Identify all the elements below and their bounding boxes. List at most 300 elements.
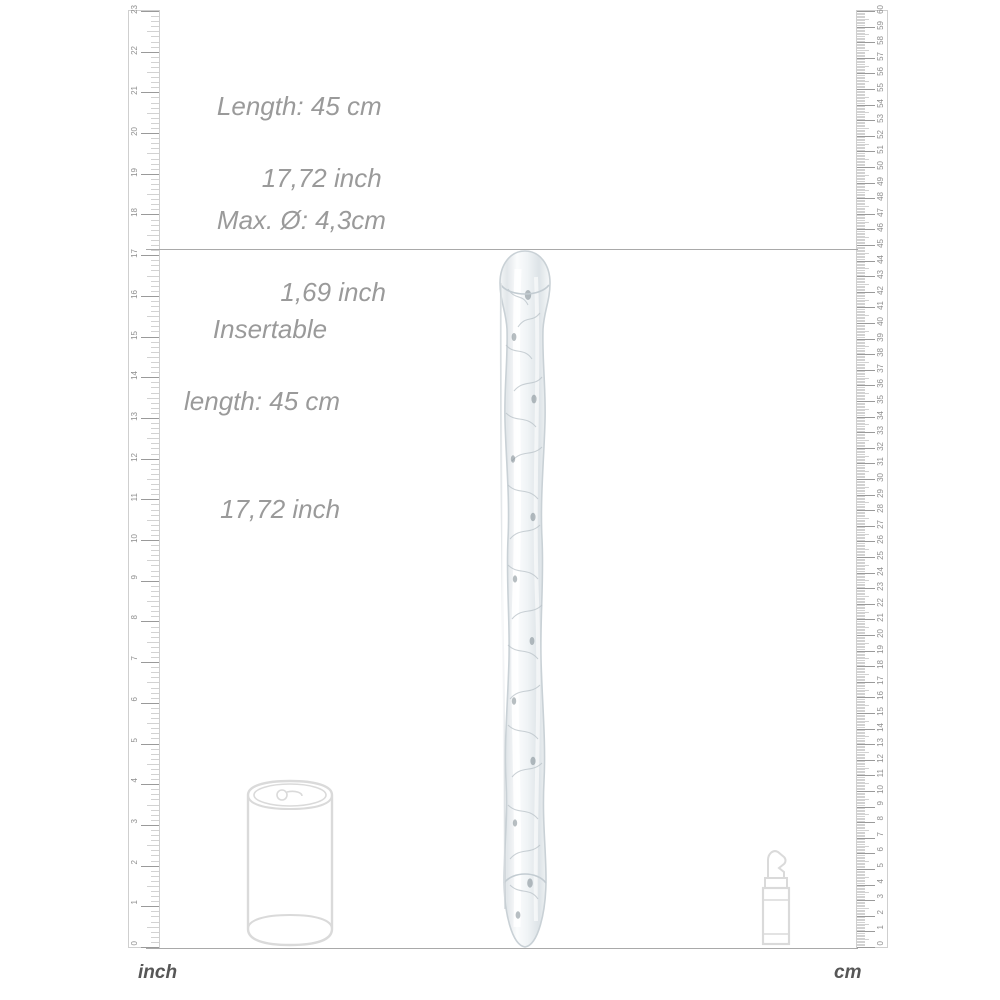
ruler-number: 17 [130,249,139,259]
ruler-tick [857,36,865,37]
ruler-tick [857,295,865,296]
ruler-tick [151,876,159,877]
ruler-tick [141,92,159,93]
ruler-tick [151,754,159,755]
ruler-number: 41 [876,301,885,311]
ruler-tick [857,331,869,332]
ruler-tick [857,513,865,514]
ruler-tick [857,367,865,368]
ruler-tick [857,818,865,819]
ruler-tick [857,565,869,566]
ruler-tick [857,563,865,564]
ruler-tick [857,920,865,921]
ruler-tick [857,474,865,475]
ruler-tick [857,209,865,210]
ruler-tick [857,120,875,121]
ruler-number: 46 [876,223,885,233]
ruler-tick [857,368,865,369]
ruler-number: 19 [876,644,885,654]
ruler-tick [151,87,159,88]
ruler-tick [857,875,865,876]
ruler-tick [857,184,865,185]
ruler-tick [857,593,865,594]
ruler-tick [857,465,865,466]
ruler-tick [857,334,865,335]
ruler-tick [857,471,869,472]
ruler-tick [857,186,865,187]
ruler-tick [857,871,865,872]
ruler-number: 44 [876,254,885,264]
ruler-tick [857,632,865,633]
ruler-tick [151,42,159,43]
ruler-tick [857,747,865,748]
ruler-tick [857,162,865,163]
ruler-tick [147,438,159,439]
ruler-tick [857,247,865,248]
ruler-tick [857,853,875,854]
ruler-tick [141,337,159,338]
ruler-tick [857,694,865,695]
ruler-tick [857,323,875,324]
ruler-tick [857,95,865,96]
ruler-tick [857,506,865,507]
ruler-tick [857,857,865,858]
ruler-tick [151,494,159,495]
ruler-tick [857,746,865,747]
ruler-tick [151,347,159,348]
ruler-tick [857,587,865,588]
ruler-tick [857,576,865,577]
ruler-tick [857,100,865,101]
ruler-number: 4 [130,778,139,783]
ruler-tick [151,550,159,551]
ruler-tick [857,621,865,622]
ruler-tick [857,672,865,673]
ruler-tick [857,128,869,129]
ruler-tick [857,348,865,349]
ruler-tick [857,169,865,170]
ruler-number: 22 [876,597,885,607]
ruler-tick [857,872,865,873]
ruler-tick [147,682,159,683]
ruler-number: 13 [130,411,139,421]
ruler-tick [857,289,865,290]
ruler-tick [151,810,159,811]
ruler-tick [857,883,865,884]
ruler-tick [857,382,865,383]
ruler-tick [151,911,159,912]
ruler-tick [857,254,865,255]
spec-insertable-line3: 17,72 inch [220,494,341,524]
ruler-tick [857,75,865,76]
ruler-tick [857,685,865,686]
ruler-number: 20 [130,127,139,136]
ruler-tick [857,67,865,68]
ruler-tick [857,935,865,936]
ruler-number: 18 [130,208,139,218]
ruler-tick [857,532,865,533]
ruler-tick [857,623,865,624]
ruler-tick [857,298,865,299]
ruler-number: 10 [876,785,885,794]
ruler-number: 7 [130,656,139,661]
ruler-tick [857,192,865,193]
ruler-tick [857,757,865,758]
ruler-tick [857,819,865,820]
ruler-tick [857,53,865,54]
ruler-tick [857,457,865,458]
ruler-tick [151,850,159,851]
ruler-tick [857,507,865,508]
ruler-tick [857,259,865,260]
ruler-tick [151,922,159,923]
ruler-tick [857,743,865,744]
ruler-tick [151,596,159,597]
ruler-tick [857,635,875,636]
ruler-tick [857,449,865,450]
ruler-number: 57 [876,51,885,61]
ruler-tick [857,800,865,801]
ruler-tick [857,877,869,878]
ruler-tick [857,729,875,730]
ruler-tick [857,509,865,510]
ruler-tick [857,619,875,620]
ruler-tick [857,721,869,722]
ruler-tick [857,222,869,223]
ruler-tick [857,421,865,422]
ruler-number: 3 [876,894,885,899]
ruler-tick [857,612,869,613]
ruler-tick [151,896,159,897]
ruler-tick [857,381,865,382]
ruler-tick [857,142,865,143]
ruler-tick [151,474,159,475]
ruler-tick [857,326,865,327]
ruler-tick [857,902,865,903]
ruler-tick [857,520,865,521]
ruler-tick [151,611,159,612]
ruler-tick [857,406,865,407]
ruler-tick [857,917,865,918]
ruler-tick [857,78,865,79]
ruler-cm [856,5,888,948]
ruler-number: 36 [876,379,885,389]
ruler-tick [151,301,159,302]
ruler-tick [147,764,159,765]
ruler-tick [147,113,159,114]
ruler-tick [857,922,865,923]
ruler-tick [857,662,865,663]
ruler-number: 60 [876,5,885,14]
ruler-tick [151,515,159,516]
ruler-tick [147,235,159,236]
ruler-tick [151,26,159,27]
ruler-inch [128,5,160,948]
ruler-tick [857,579,865,580]
spec-insertable-line2: length: 45 cm [184,386,341,416]
ruler-tick [857,496,865,497]
ruler-tick [151,733,159,734]
ruler-number: 5 [876,863,885,868]
ruler-tick [857,69,865,70]
ruler-tick [857,410,865,411]
ruler-tick [151,220,159,221]
ruler-tick [857,945,865,946]
ruler-tick [857,329,865,330]
ruler-tick [857,11,875,12]
ruler-tick [857,944,865,945]
ruler-tick [857,903,865,904]
ruler-tick [857,476,865,477]
ruler-tick [857,356,865,357]
ruler-number: 7 [876,831,885,837]
ruler-tick [857,797,865,798]
ruler-tick [857,671,865,672]
ruler-tick [857,41,865,42]
ruler-tick [857,229,875,230]
ruler-tick [151,250,159,251]
ruler-tick [147,72,159,73]
ruler-tick [857,181,865,182]
ruler-tick [147,520,159,521]
ruler-tick [857,89,875,90]
ruler-tick [151,413,159,414]
ruler-tick [857,816,865,817]
ruler-tick [857,931,875,932]
ruler-number: 37 [876,363,885,373]
ruler-tick [857,346,869,347]
ruler-tick [857,764,865,765]
ruler-tick [857,686,865,687]
ruler-tick [857,666,875,667]
ruler-number: 15 [130,330,139,340]
ruler-tick [141,377,159,378]
ruler-tick [857,136,875,137]
ruler-tick [857,165,865,166]
ruler-tick [857,835,865,836]
ruler-tick [857,566,865,567]
ruler-tick [857,679,865,680]
ruler-tick [857,708,865,709]
ruler-tick [857,317,865,318]
ruler-tick [857,412,865,413]
ruler-tick [857,610,865,611]
ruler-tick [857,45,865,46]
ruler-tick [857,833,865,834]
ruler-tick [857,828,865,829]
ruler-number: 21 [876,613,885,623]
ruler-tick [857,403,865,404]
ruler-tick [857,914,865,915]
ruler-tick [151,306,159,307]
ruler-tick [151,489,159,490]
ruler-tick [857,861,869,862]
ruler-tick [857,293,865,294]
ruler-tick [857,86,865,87]
ruler-tick [857,66,869,67]
ruler-tick [857,479,875,480]
ruler-tick [857,72,865,73]
ruler-tick [857,194,865,195]
ruler-tick [857,906,865,907]
ruler-tick [857,676,865,677]
ruler-tick [857,842,865,843]
ruler-tick [857,321,865,322]
ruler-tick [141,459,159,460]
ruler-number: 17 [876,675,885,685]
ruler-tick [151,637,159,638]
ruler-tick [857,20,865,21]
ruler-tick [151,240,159,241]
ruler-tick [857,364,865,365]
ruler-tick [857,164,865,165]
ruler-tick [857,626,865,627]
ruler-tick [857,350,865,351]
ruler-number: 12 [876,753,885,763]
ruler-tick [151,199,159,200]
ruler-tick [857,282,865,283]
ruler-tick [151,454,159,455]
ruler-number: 45 [876,239,885,248]
ruler-tick [857,332,865,333]
ruler-tick [857,148,865,149]
ruler-number: 12 [130,452,139,462]
ruler-tick [857,899,865,900]
ruler-tick [857,61,865,62]
ruler-tick [857,744,875,745]
ruler-tick [857,724,865,725]
ruler-tick [857,34,869,35]
ruler-tick [151,433,159,434]
ruler-tick [151,159,159,160]
ruler-tick [857,885,875,886]
ruler-tick [857,423,865,424]
ruler-tick [151,652,159,653]
ruler-tick [141,581,159,582]
spec-insertable-line1: Insertable [212,314,328,344]
ruler-tick [857,343,865,344]
ruler-tick [857,301,865,302]
ruler-tick [857,228,865,229]
ruler-tick [857,223,865,224]
ruler-tick [147,194,159,195]
ruler-tick [147,927,159,928]
ruler-tick [857,153,865,154]
ruler-tick [857,415,865,416]
ruler-tick [151,606,159,607]
ruler-tick [857,543,865,544]
ruler-tick [857,785,865,786]
ruler-tick [151,286,159,287]
ruler-tick [857,101,865,102]
ruler-tick [151,164,159,165]
ruler-tick [857,91,865,92]
ruler-tick [857,150,865,151]
ruler-tick [857,396,865,397]
ruler-tick [857,761,865,762]
ruler-tick [151,627,159,628]
ruler-tick [857,839,865,840]
ruler-tick [857,702,865,703]
ruler-tick [141,662,159,663]
ruler-tick [857,204,865,205]
ruler-tick [857,936,865,937]
ruler-tick [857,407,865,408]
ruler-tick [151,774,159,775]
ruler-tick [857,275,865,276]
ruler-tick [857,173,865,174]
ruler-tick [141,11,159,12]
ruler-tick [857,256,865,257]
ruler-tick [857,485,865,486]
ruler-tick [151,718,159,719]
ruler-tick [857,456,869,457]
ruler-tick [857,654,865,655]
ruler-tick [857,353,865,354]
ruler-tick [857,306,865,307]
ruler-tick [857,215,865,216]
ruler-tick [857,337,865,338]
ruler-tick [141,296,159,297]
ruler-tick [857,807,875,808]
ruler-tick [857,172,865,173]
ruler-tick [151,794,159,795]
ruler-tick [151,672,159,673]
ruler-tick [857,183,875,184]
ruler-tick [857,340,865,341]
ruler-tick [151,504,159,505]
ruler-tick [857,438,865,439]
ruler-tick [151,362,159,363]
ruler-number: 38 [876,348,885,358]
ruler-tick [151,632,159,633]
ruler-tick [151,16,159,17]
ruler-tick [857,413,865,414]
ruler-tick [147,642,159,643]
ruler-tick [857,568,865,569]
ruler-tick [857,351,865,352]
ruler-tick [857,763,865,764]
ruler-tick [857,905,865,906]
ruler-tick [857,604,875,605]
ruler-tick [857,473,865,474]
ruler-tick [151,67,159,68]
ruler-tick [141,214,159,215]
ruler-tick [141,499,159,500]
ruler-tick [857,28,865,29]
ruler-tick [857,930,865,931]
ruler-tick [857,38,865,39]
ruler-tick [857,445,865,446]
ruler-tick [857,437,865,438]
ruler-tick [151,799,159,800]
ruler-tick [857,674,869,675]
ruler-number: 18 [876,660,885,670]
ruler-tick [857,253,869,254]
ruler-tick [857,304,865,305]
ruler-tick [857,137,865,138]
ruler-tick [857,889,865,890]
ruler-tick [857,704,865,705]
ruler-tick [857,273,865,274]
ruler-tick [857,574,865,575]
ruler-number: 16 [130,289,139,299]
ruler-tick [857,200,865,201]
ruler-tick [857,649,865,650]
ruler-tick [857,878,865,879]
ruler-tick [857,33,865,34]
ruler-tick [857,736,869,737]
